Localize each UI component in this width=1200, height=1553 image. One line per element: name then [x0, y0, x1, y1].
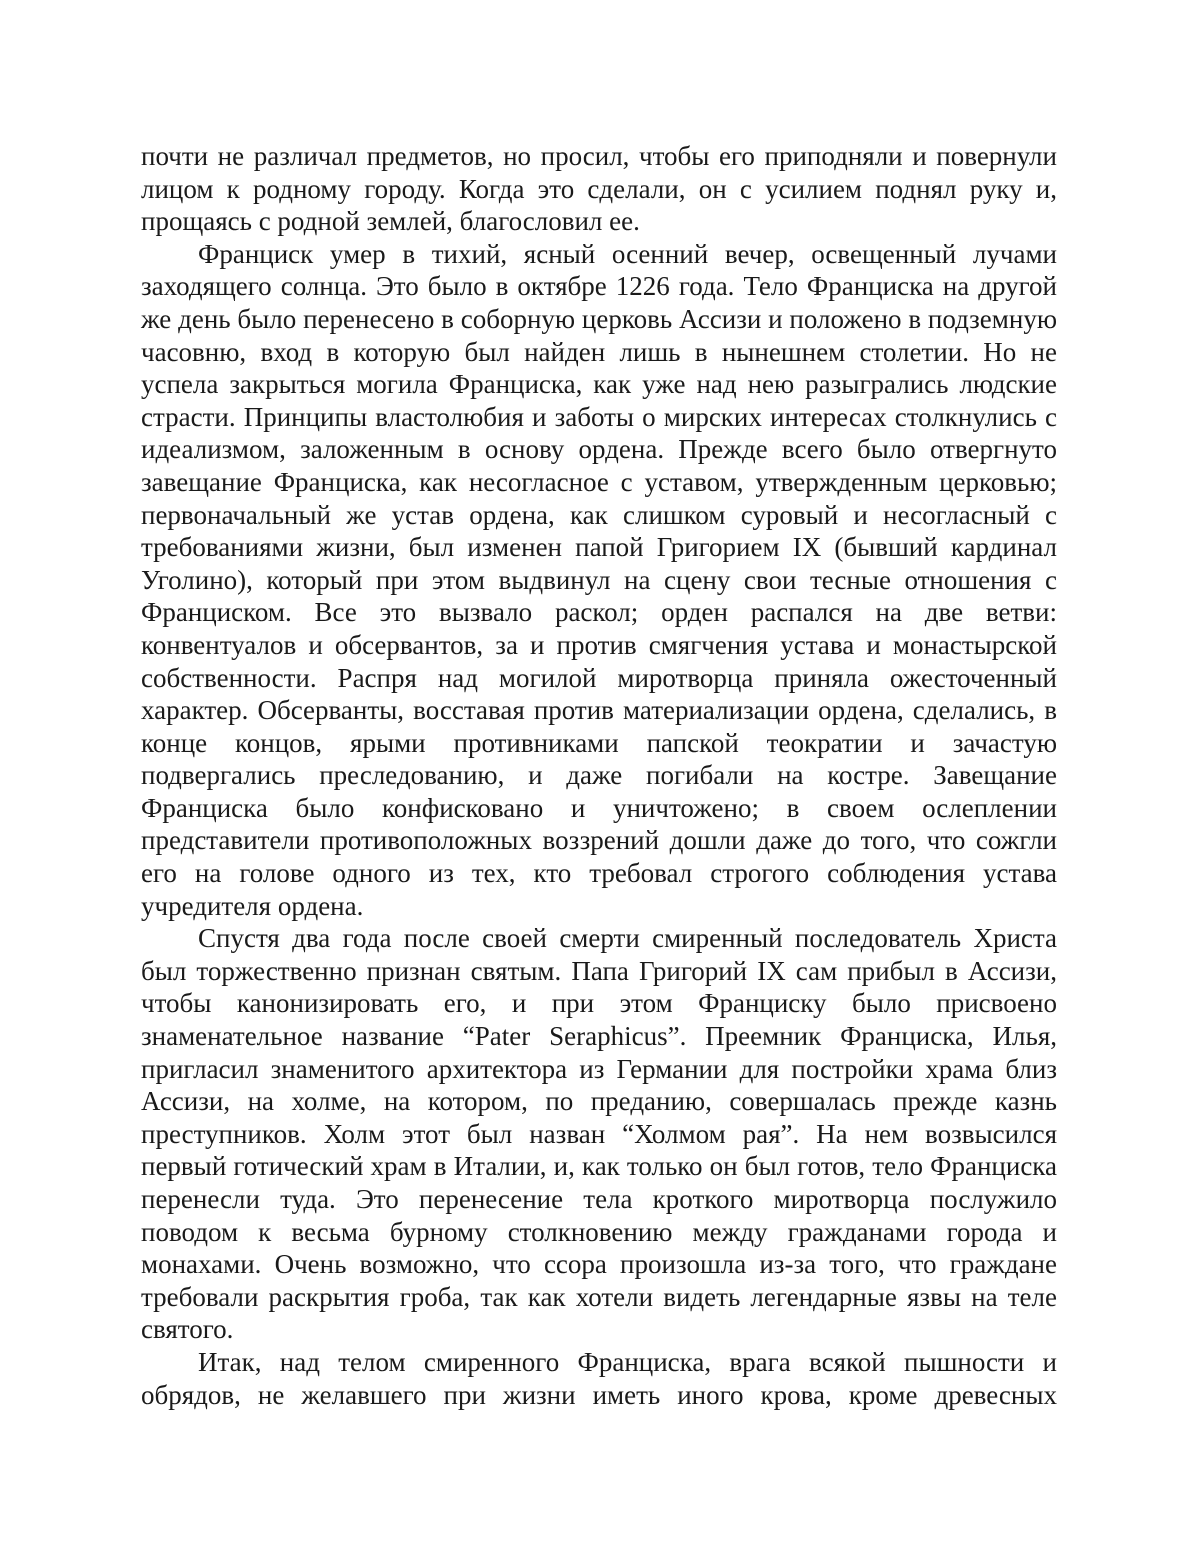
body-text [141, 140, 1057, 1411]
paragraph-continued: почти не различал предметов, но просил, чтобы его приподняли и повернули лицом к родному городу. Когда это сделали, он с усилием поднял руку и, прощаясь с родной землей, благословил ее. [141, 140, 1057, 238]
document-page [0, 0, 1200, 1553]
paragraph-cut-off: Итак, над телом смиренного Франциска, врага всякой пышности и обрядов, не желавшего при жизни иметь иного крова, кроме древесных [141, 1346, 1057, 1411]
paragraph-death-of-francis: Франциск умер в тихий, ясный осенний вечер, освещенный лучами заходящего солнца. Это было в октябре 1226 года. Тело Франциска на другой же день было перенесено в соборную церковь Ассизи и положено в подземную часовню, вход в которую был найден лишь в нынешнем столетии. Но не успела закрыться могила Франциска, как уже над нею разыгрались людские страсти. Принципы властолюбия и заботы о мирских интересах столкнулись с идеализмом, заложенным в основу ордена. Прежде всего было отвергнуто завещание Франциска, как несогласное с уставом, утвержденным церковью; первоначальный же устав ордена, как слишком суровый и несогласный с требованиями жизни, был изменен папой Григорием IX (бывший кардинал Уголино), который при этом выдвинул на сцену свои тесные отношения с Франциском. Все это вызвало раскол; орден распался на две ветви: конвентуалов и обсервантов, за и против смягчения устава и монастырской собственности. Распря над могилой миротворца приняла ожесточенный характер. Обсерванты, восставая против материализации ордена, сделались, в конце концов, ярыми противниками папской теократии и зачастую подвергались преследованию, и даже погибали на костре. Завещание Франциска было конфисковано и уничтожено; в своем ослеплении представители противоположных воззрений дошли даже до того, что сожгли его на голове одного из тех, кто требовал строгого соблюдения устава учредителя ордена. [141, 238, 1057, 922]
paragraph-canonization: Спустя два года после своей смерти смиренный последователь Христа был торжественно признан святым. Папа Григорий IX сам прибыл в Ассизи, чтобы канонизировать его, и при этом Франциску было присвоено знаменательное название “Pater Seraphicus”. Преемник Франциска, Илья, пригласил знаменитого архитектора из Германии для постройки храма близ Ассизи, на холме, на котором, по преданию, совершалась прежде казнь преступников. Холм этот был назван “Холмом рая”. На нем возвысился первый готический храм в Италии, и, как только он был готов, тело Франциска перенесли туда. Это перенесение тела кроткого миротворца послужило поводом к весьма бурному столкновению между гражданами города и монахами. Очень возможно, что ссора произошла из-за того, что граждане требовали раскрытия гроба, так как хотели видеть легендарные язвы на теле святого. [141, 922, 1057, 1346]
